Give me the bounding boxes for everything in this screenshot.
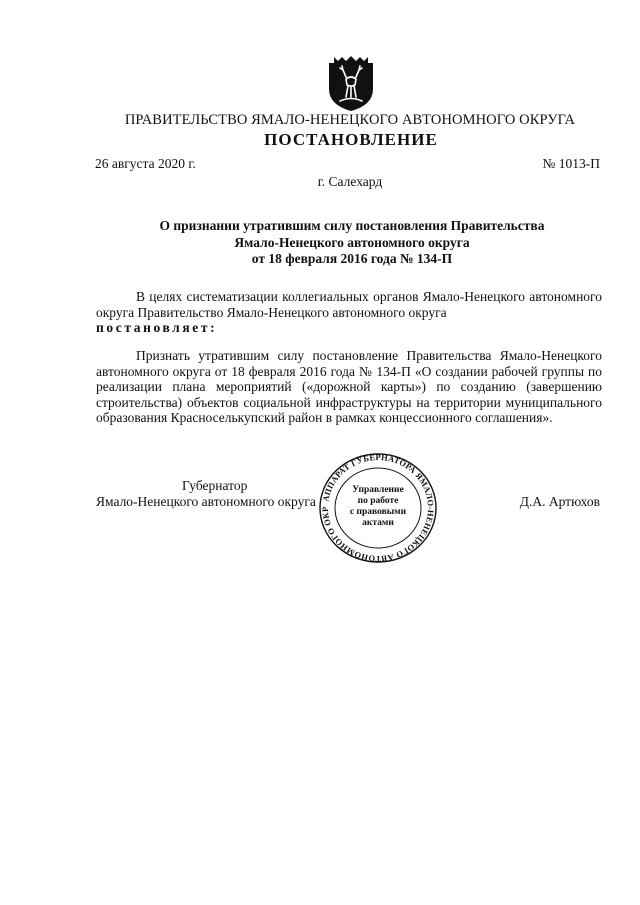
document-city: г. Салехард — [317, 174, 383, 189]
stamp-line: по работе — [357, 496, 399, 506]
decree-word: постановляет: — [96, 320, 218, 335]
signatory-name: Д.А. Артюхов — [519, 494, 600, 509]
stamp-line: актами — [362, 518, 394, 528]
preamble-text: В целях систематизации коллегиальных органов Ямало-Ненецкого автономного округа Правительство Ямало-Ненецкого автономного округа — [96, 289, 602, 320]
document-type: ПОСТАНОВЛЕНИЕ — [264, 130, 438, 149]
document-number: № 1013-П — [542, 156, 600, 171]
preamble-paragraph — [96, 289, 602, 336]
signatory-organization: Ямало-Ненецкого автономного округа — [96, 494, 316, 509]
signatory-title: Губернатор — [182, 478, 248, 493]
stamp-ring-text: АППАРАТ ГУБЕРНАТОРА ЯМАЛО-НЕНЕЦКОГО АВТОНОМНОГО ОКР — [320, 452, 436, 564]
stamp-line: Управление — [352, 485, 404, 495]
subject-line: О признании утратившим силу постановления Правительства — [159, 218, 545, 233]
government-name: ПРАВИТЕЛЬСТВО ЯМАЛО-НЕНЕЦКОГО АВТОНОМНОГО ОКРУГА — [124, 112, 576, 128]
subject-line: от 18 февраля 2016 года № 134-П — [251, 251, 453, 266]
stamp-line: с правовыми — [349, 507, 407, 517]
stamp-center-text — [318, 485, 438, 529]
official-stamp — [318, 452, 438, 564]
coat-of-arms-icon — [326, 55, 376, 113]
document-subject — [0, 218, 640, 268]
document-date: 26 августа 2020 г. — [95, 156, 196, 171]
operative-paragraph: Признать утратившим силу постановление Правительства Ямало-Ненецкого автономного округа от 18 февраля 2016 года № 134-П «О создании рабочей группы по реализации плана мероприятий («дорожной карты») по созданию (завершению строительства) объектов социальной инфраструктуры на территории муниципального образования Красноселькупский район в рамках концессионного соглашения». — [96, 348, 602, 425]
subject-line: Ямало-Ненецкого автономного округа — [234, 234, 470, 250]
